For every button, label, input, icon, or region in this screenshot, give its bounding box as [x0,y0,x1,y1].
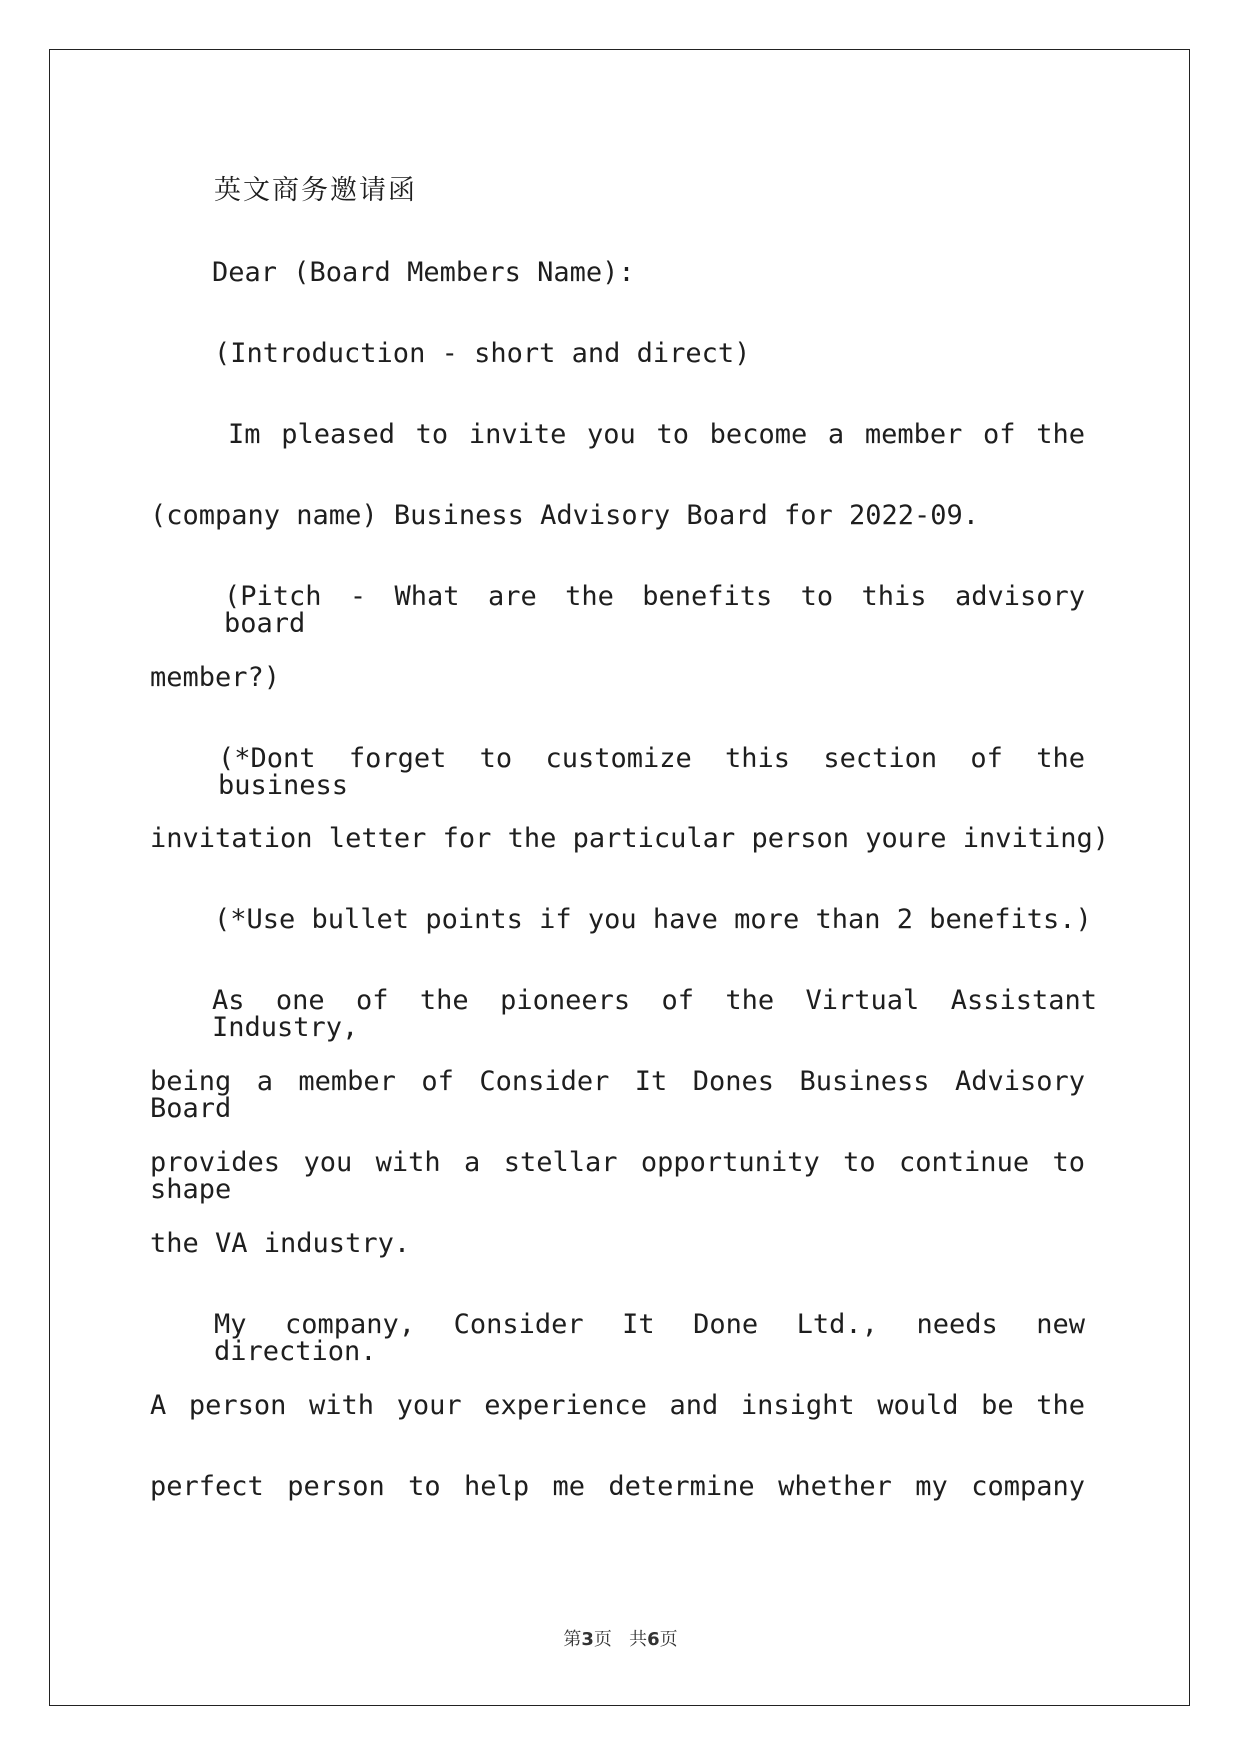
paragraph-line: provides you with a stellar opportunity to continue to shape [150,1147,1085,1205]
footer-prefix: 第 [563,1629,582,1650]
paragraph-line: (*Use bullet points if you have more than 2 benefits.) [214,904,1092,935]
paragraph-line: (*Dont forget to customize this section of the business [218,743,1085,801]
page-footer [0,1625,1241,1651]
paragraph-line: (Pitch - What are the benefits to this advisory board [224,581,1085,639]
footer-middle: 页 共 [593,1629,648,1650]
paragraph-line: being a member of Consider It Dones Business Advisory Board [150,1066,1085,1124]
paragraph-line: member?) [150,662,281,693]
page-border [49,49,1190,1706]
total-pages-number: 6 [647,1629,660,1650]
salutation: Dear (Board Members Name): [212,257,635,288]
paragraph-line: (company name) Business Advisory Board for 2022-09. [150,500,980,531]
paragraph-line: My company, Consider It Done Ltd., needs new direction. [214,1309,1085,1367]
paragraph-line: perfect person to help me determine whether my company [150,1471,1085,1502]
paragraph-line: A person with your experience and insight would be the [150,1390,1085,1421]
paragraph-line: the VA industry. [150,1228,411,1259]
paragraph-line: As one of the pioneers of the Virtual Assistant Industry, [212,985,1097,1043]
paragraph-line: Im pleased to invite you to become a member of the [228,419,1085,450]
paragraph-line: invitation letter for the particular person youre inviting) [150,823,1110,854]
footer-suffix: 页 [659,1629,678,1650]
intro-heading: (Introduction - short and direct) [214,338,751,369]
document-title: 英文商务邀请函 [214,175,417,206]
current-page-number: 3 [581,1629,594,1650]
